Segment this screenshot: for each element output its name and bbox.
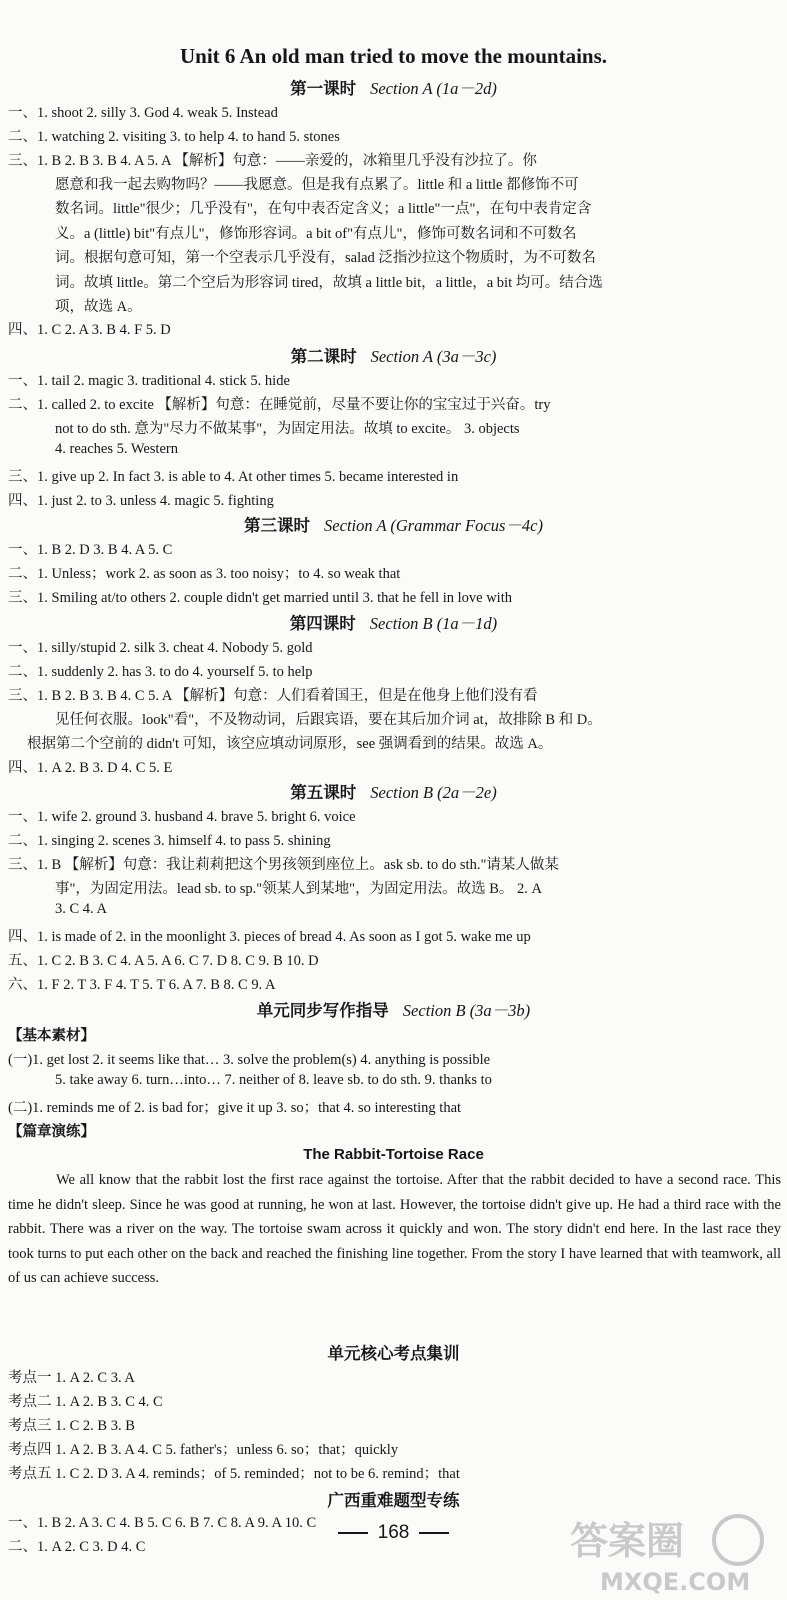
answer-line: 三、1. Smiling at/to others 2. couple didn't get married until 3. that he fell in love with [8, 590, 512, 606]
answer-line: 二、1. called 2. to excite 【解析】句意：在睡觉前，尽量不要让你的宝宝过于兴奋。try [8, 397, 551, 413]
answer-line: 项，故选 A。 [55, 299, 142, 315]
answer-line: 考点二 1. A 2. B 3. C 4. C [8, 1394, 163, 1410]
answer-line: 六、1. F 2. T 3. F 4. T 5. T 6. A 7. B 8. C 9. A [8, 977, 276, 993]
answer-line: 考点四 1. A 2. B 3. A 4. C 5. father's；unless 6. so；that；quickly [8, 1442, 399, 1458]
watermark-url: MXQE.COM [600, 1568, 751, 1595]
story-paragraph: We all know that the rabbit lost the first race against the tortoise. After that the rabbit decided to have a second race. This time he didn't sleep. Since he was good at running, he won at last. However, the tortoise didn't give up. He had a third race with the rabbit. There was a river on the way. The tortoise swam across it quickly and won. The story didn't end here. In the last race they took turns to put each other on the back and reached the finishing line together. From the story I have learned that with teamwork, all of us can achieve success. [8, 1172, 781, 1286]
answer-line: 词。根据句意可知，第一个空表示几乎没有，salad 泛指沙拉这个物质时，为不可数名 [55, 250, 596, 266]
answer-line: 一、1. wife 2. ground 3. husband 4. brave 5. bright 6. voice [8, 809, 356, 825]
section-heading-6: 单元同步写作指导 Section B (3a－3b) [256, 1001, 531, 1020]
unit-title: Unit 6 An old man tried to move the mountains. [179, 44, 608, 68]
answer-line: 三、1. B 2. B 3. B 4. A 5. A 【解析】句意：——亲爱的，冰箱里几乎没有沙拉了。你 [8, 153, 537, 169]
section-heading-5: 第五课时 Section B (2a－2e) [290, 783, 497, 802]
answer-line: 一、1. silly/stupid 2. silk 3. cheat 4. Nobody 5. gold [8, 640, 313, 656]
answer-line: 四、1. A 2. B 3. D 4. C 5. E [8, 760, 173, 776]
answer-line: 四、1. just 2. to 3. unless 4. magic 5. fighting [8, 493, 274, 509]
answer-line: 一、1. B 2. D 3. B 4. A 5. C [8, 542, 173, 558]
answer-line: 见任何衣服。look"看"，不及物动词，后跟宾语，要在其后加介词 at，故排除 B 和 D。 [55, 712, 602, 728]
answer-line: 二、1. A 2. C 3. D 4. C [8, 1539, 146, 1555]
answer-line: 考点五 1. C 2. D 3. A 4. reminds；of 5. reminded；not to be 6. remind；that [8, 1466, 460, 1482]
answer-line: 四、1. C 2. A 3. B 4. F 5. D [8, 322, 171, 338]
answer-line: 考点三 1. C 2. B 3. B [8, 1418, 135, 1434]
answer-line: not to do sth. 意为"尽力不做某事"，为固定用法。故填 to excite。 3. objects [55, 421, 520, 437]
answer-line: 二、1. suddenly 2. has 3. to do 4. yourself 5. to help [8, 664, 313, 680]
answer-line: 四、1. is made of 2. in the moonlight 3. pieces of bread 4. As soon as I got 5. wake me up [8, 929, 531, 945]
answer-line: (二)1. reminds me of 2. is bad for；give it up 3. so；that 4. so interesting that [8, 1100, 462, 1116]
answer-line: 义。a (little) bit"有点儿"，修饰形容词。a bit of"有点儿"，修饰可数名词和不可数名 [55, 226, 577, 242]
answer-line: (一)1. get lost 2. it seems like that… 3. solve the problem(s) 4. anything is possible [8, 1052, 491, 1068]
answer-line: 五、1. C 2. B 3. C 4. A 5. A 6. C 7. D 8. C 9. B 10. D [8, 953, 319, 969]
answer-line: 词。故填 little。第二个空后为形容词 tired，故填 a little bit，a little，a bit 均可。结合选 [55, 275, 603, 291]
watermark-ring [714, 1516, 762, 1564]
subheading-basic-material: 【基本素材】 [8, 1028, 95, 1044]
answer-line: 一、1. tail 2. magic 3. traditional 4. stick 5. hide [8, 373, 290, 389]
answer-line: 愿意和我一起去购物吗？——我愿意。但是我有点累了。little 和 a little 都修饰不可 [55, 177, 579, 193]
answer-line: 考点一 1. A 2. C 3. A [8, 1370, 135, 1386]
answer-line: 二、1. Unless；work 2. as soon as 3. too noisy；to 4. so weak that [8, 566, 401, 582]
section-heading-4: 第四课时 Section B (1a－1d) [289, 614, 498, 633]
subheading-passage-practice: 【篇章演练】 [8, 1124, 95, 1140]
section-heading-8: 广西重难题型专练 [327, 1491, 460, 1510]
answer-line: 二、1. watching 2. visiting 3. to help 4. to hand 5. stones [8, 129, 340, 145]
section-heading-3: 第三课时 Section A (Grammar Focus－4c) [244, 516, 543, 535]
answer-line: 3. C 4. A [55, 901, 107, 917]
section-heading-7: 单元核心考点集训 [327, 1344, 460, 1363]
watermark-logo [560, 1510, 780, 1595]
answer-line: 三、1. B 2. B 3. B 4. C 5. A 【解析】句意：人们看着国王，但是在他身上他们没有看 [8, 688, 538, 704]
answer-line: 三、1. B 【解析】句意：我让莉莉把这个男孩领到座位上。ask sb. to do sth."请某人做某 [8, 857, 559, 873]
answer-line: 一、1. B 2. A 3. C 4. B 5. C 6. B 7. C 8. A 9. A 10. C [8, 1515, 317, 1531]
answer-line: 数名词。little"很少；几乎没有"，在句中表否定含义；a little"一点"，在句中表肯定含 [55, 201, 592, 217]
section-heading-2: 第二课时 Section A (3a－3c) [290, 347, 497, 366]
answer-line: 一、1. shoot 2. silly 3. God 4. weak 5. Instead [8, 105, 278, 121]
answer-line: 二、1. singing 2. scenes 3. himself 4. to pass 5. shining [8, 833, 331, 849]
story-title: The Rabbit-Tortoise Race [303, 1146, 484, 1163]
page-number: 168 [0, 1522, 787, 1544]
answer-line: 事"，为固定用法。lead sb. to sp."领某人到某地"，为固定用法。故选 B。 2. A [55, 881, 542, 897]
answer-line: 三、1. give up 2. In fact 3. is able to 4. At other times 5. became interested in [8, 469, 459, 485]
watermark-text: 答案圈 [570, 1519, 685, 1563]
section-heading-1: 第一课时 Section A (1a－2d) [290, 79, 497, 98]
answer-line: 根据第二个空前的 didn't 可知，该空应填动词原形，see 强调看到的结果。故选 A。 [27, 736, 553, 752]
answer-line: 5. take away 6. turn…into… 7. neither of 8. leave sb. to do sth. 9. thanks to [55, 1072, 492, 1088]
answer-line: 4. reaches 5. Western [55, 441, 178, 457]
